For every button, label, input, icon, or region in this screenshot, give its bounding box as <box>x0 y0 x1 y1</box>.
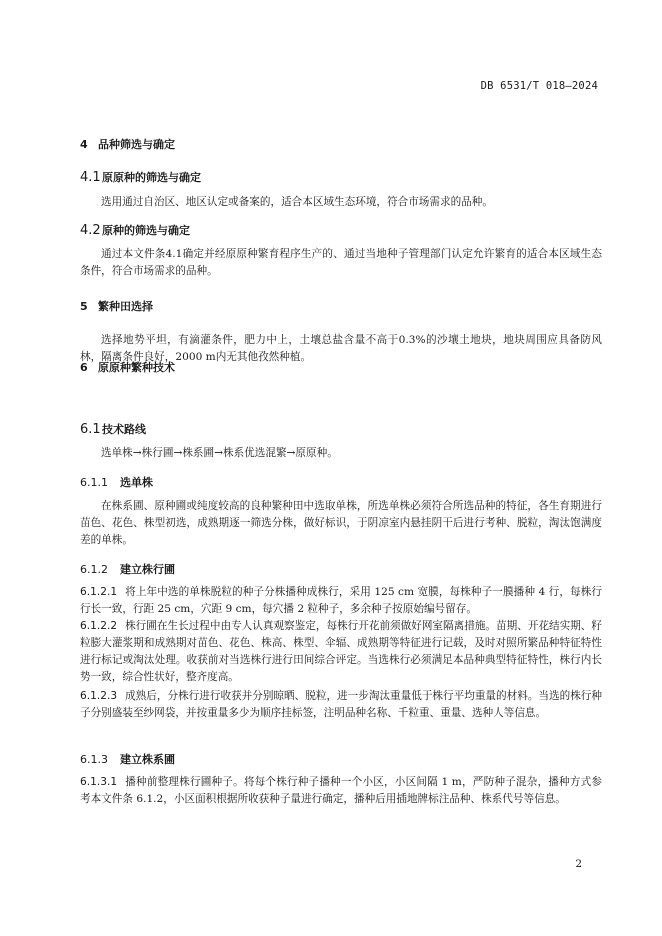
section-6-1-2-heading <box>80 561 175 577</box>
section-5-text: 选择地势平坦，有滴灌条件，肥力中上，土壤总盐含量不高于0.3%的沙壤土地块，地块周围应具备防风林，隔离条件良好，2000 m内无其他孜然种植。 <box>80 334 602 363</box>
section-4-2-heading <box>80 222 190 238</box>
section-number: 4 <box>80 138 88 151</box>
section-number: 6.1.2 <box>80 563 108 576</box>
section-6-heading <box>80 359 175 375</box>
clause-6-1-2-3 <box>80 688 602 722</box>
clause-number: 6.1.2.3 <box>80 690 118 702</box>
section-number: 6.1.3 <box>80 753 108 766</box>
clause-6-1-2-2 <box>80 618 602 686</box>
section-4-1-heading <box>80 169 201 185</box>
page-number: 2 <box>575 858 582 870</box>
section-title: 品种筛选与确定 <box>98 138 175 151</box>
clause-text: 株行圃在生长过程中由专人认真观察鉴定，每株行开花前须做好网室隔离措施。苗期、开花结实期、籽粒膨大灌浆期和成熟期对苗色、花色、株高、株型、伞辐、成熟期等特征进行记载，及时对照所繁品种特征特性进行标记或淘汰处理。收获前对当选株行进行田间综合评定。当选株行必须满足本品种典型特征特性，株行内长势一致，综合性状好，整齐度高。 <box>80 620 602 683</box>
section-4-1-text: 选用通过自治区、地区认定或备案的，适合本区域生态环境，符合市场需求的品种。 <box>101 196 493 208</box>
section-6-1-heading <box>80 421 146 437</box>
section-title: 建立株系圃 <box>120 753 175 766</box>
clause-text: 成熟后，分株行进行收获并分别晾晒、脱粒，进一步淘汰重量低于株行平均重量的材料。当选的株行种子分别盛装至纱网袋，并按重量多少为顺序挂标签，注明品种名称、千粒重、重量、选种人等信息。 <box>80 690 602 719</box>
section-6-1-text: 选单株→株行圃→株系圃→株系优选混繁→原原种。 <box>101 447 338 459</box>
section-title: 原原种繁种技术 <box>98 361 175 374</box>
section-title: 选单株 <box>120 476 153 489</box>
section-5-heading <box>80 298 153 314</box>
section-number: 4.2 <box>80 223 101 238</box>
section-number: 6 <box>80 361 88 374</box>
section-4-heading <box>80 136 175 152</box>
section-title: 原原种的筛选与确定 <box>102 171 201 184</box>
clause-text: 播种前整理株行圃种子。将每个株行种子播种一个小区，小区间隔 1 m，严防种子混杂，播种方式参考本文件条 6.1.2，小区面积根据所收获种子量进行确定，播种后用插地牌标注品种、株系代号等信息。 <box>80 776 602 805</box>
section-title: 技术路线 <box>102 423 146 436</box>
clause-6-1-3-1 <box>80 774 602 808</box>
clause-number: 6.1.3.1 <box>80 776 118 788</box>
clause-6-1-2-1 <box>80 584 602 618</box>
section-number: 5 <box>80 300 88 313</box>
clause-number: 6.1.2.2 <box>80 620 118 632</box>
section-number: 4.1 <box>80 170 101 185</box>
section-number: 6.1.1 <box>80 476 108 489</box>
section-number: 6.1 <box>80 422 101 437</box>
section-6-1-1-heading <box>80 474 153 490</box>
clause-text: 将上年中选的单株脱粒的种子分株播种成株行，采用 125 cm 宽膜，每株种子一膜播种 4 行，每株行行长一致，行距 25 cm，穴距 9 cm，每穴播 2 粒种子，多余种子按原始编号留存。 <box>80 586 602 615</box>
document-code: DB 6531/T 018—2024 <box>480 80 598 92</box>
section-6-1-1-text: 在株系圃、原种圃或纯度较高的良种繁种田中选取单株，所选单株必须符合所选品种的特征，各生育期进行苗色、花色、株型初选，成熟期逐一筛选分株，做好标识，于阴凉室内悬挂阴干后进行考种、脱粒，淘汰饱满度差的单株。 <box>80 500 602 546</box>
clause-number: 6.1.2.1 <box>80 586 118 598</box>
section-4-2-text: 通过本文件条4.1确定并经原原种繁育程序生产的、通过当地种子管理部门认定允许繁育的适合本区域生态条件，符合市场需求的品种。 <box>80 248 602 277</box>
section-title: 建立株行圃 <box>120 563 175 576</box>
section-title: 原种的筛选与确定 <box>102 224 190 237</box>
section-title: 繁种田选择 <box>98 300 153 313</box>
section-6-1-3-heading <box>80 751 175 767</box>
